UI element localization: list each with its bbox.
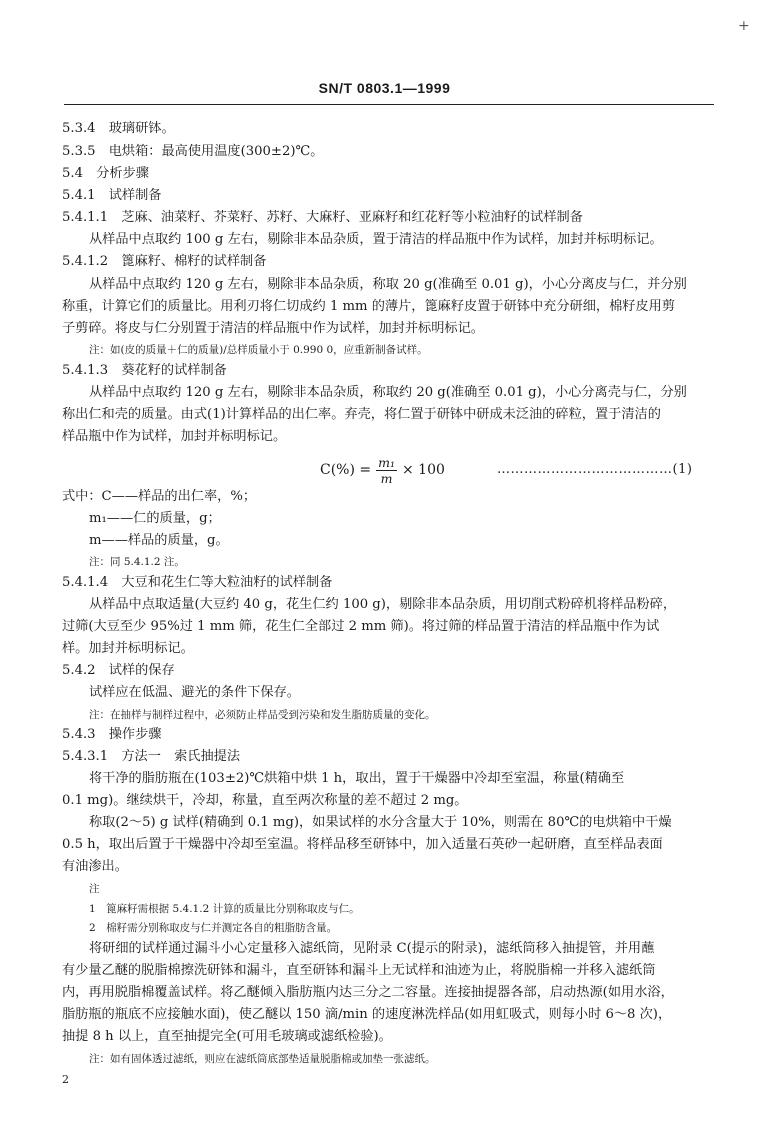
paragraph-line: 从样品中点取约 120 g 左右，剔除非本品杂质，称取约 20 g(准确至 0.01 g)，小心分离壳与仁，分别 xyxy=(89,385,687,400)
clause-5-4-1-4: 5.4.1.4 大豆和花生仁等大粒油籽的试样制备 xyxy=(62,575,333,590)
formula-fraction xyxy=(376,456,397,485)
paragraph-line: 有少量乙醚的脱脂棉擦洗研钵和漏斗，直至研钵和漏斗上无试样和油迹为止，将脱脂棉一并移入滤纸筒 xyxy=(62,963,656,978)
paragraph-line: 样。加封并标明标记。 xyxy=(62,641,194,656)
note: 注：在抽样与制样过程中，必须防止样品受到污染和发生脂肪质量的变化。 xyxy=(89,709,436,721)
paragraph-line: 子剪碎。将皮与仁分别置于清洁的样品瓶中作为试样，加封并标明标记。 xyxy=(62,321,484,336)
paragraph-line: 有油渗出。 xyxy=(62,859,128,874)
paragraph-line: 称取(2～5) g 试样(精确到 0.1 mg)，如果试样的水分含量大于 10%，则需在 80℃的电烘箱中干燥 xyxy=(89,815,672,830)
note-item: 2 棉籽需分别称取皮与仁并测定各自的粗脂肪含量。 xyxy=(89,922,338,934)
note: 注：同 5.4.1.2 注。 xyxy=(89,556,185,568)
clause-5-4-3: 5.4.3 操作步骤 xyxy=(62,727,162,742)
formula-numerator: m₁ xyxy=(378,454,395,470)
clause-5-4-1-2: 5.4.1.2 篦麻籽、棉籽的试样制备 xyxy=(62,254,267,269)
where-item: m₁——仁的质量，g； xyxy=(89,511,221,526)
clause-5-3-5: 5.3.5 电烘箱：最高使用温度(300±2)℃。 xyxy=(62,144,324,159)
paragraph-line: 过筛(大豆至少 95%过 1 mm 筛，花生仁全部过 2 mm 筛)。将过筛的样品置于清洁的样品瓶中作为试 xyxy=(62,619,660,634)
clause-5-4-2: 5.4.2 试样的保存 xyxy=(62,663,175,678)
paragraph-line: 将干净的脂肪瓶在(103±2)℃烘箱中烘 1 h，取出，置于干燥器中冷却至室温，称量(精确至 xyxy=(89,771,625,786)
note-item: 1 篦麻籽需根据 5.4.1.2 计算的质量比分别称取皮与仁。 xyxy=(89,903,360,915)
note-heading: 注 xyxy=(89,883,100,895)
clause-5-4-1-1: 5.4.1.1 芝麻、油菜籽、芥菜籽、苏籽、大麻籽、亚麻籽和红花籽等小粒油籽的试样制备 xyxy=(62,210,583,225)
clause-5-3-4: 5.3.4 玻璃研钵。 xyxy=(62,121,175,136)
paragraph-line: 样品瓶中作为试样，加封并标明标记。 xyxy=(62,429,287,444)
formula-1 xyxy=(320,455,445,485)
paragraph-line: 从样品中点取约 100 g 左右，剔除非本品杂质，置于清洁的样品瓶中作为试样，加封并标明标记。 xyxy=(89,232,663,247)
paragraph-line: 脂肪瓶的瓶底不应接触水面)，使乙醚以 150 滴/min 的速度淋洗样品(如用虹吸式，则每小时 6～8 次)， xyxy=(62,1007,672,1022)
formula-lhs: C(%) = xyxy=(320,462,372,478)
clause-5-4-1: 5.4.1 试样制备 xyxy=(62,188,162,203)
where-clause: 式中：C——样品的出仁率，%； xyxy=(62,489,257,504)
paragraph-line: 试样应在低温、避光的条件下保存。 xyxy=(89,685,300,700)
clause-5-4: 5.4 分析步骤 xyxy=(62,166,149,181)
formula-number: …………………………………(1) xyxy=(497,462,693,477)
paragraph-line: 将研细的试样通过漏斗小心定量移入滤纸筒，见附录 C(提示的附录)，滤纸筒移入抽提管，并用蘸 xyxy=(89,941,655,956)
standard-code-header: SN/T 0803.1—1999 xyxy=(318,80,451,96)
paragraph-line: 0.1 mg)。继续烘干，冷却，称量，直至两次称量的差不超过 2 mg。 xyxy=(62,793,468,808)
paragraph-line: 从样品中点取适量(大豆约 40 g，花生仁约 100 g)，剔除非本品杂质，用切削式粉碎机将样品粉碎， xyxy=(89,597,677,612)
paragraph-line: 称重，计算它们的质量比。用利刃将仁切成约 1 mm 的薄片，篦麻籽皮置于研钵中充分研细，棉籽皮用剪 xyxy=(62,299,676,314)
where-item: m——样品的质量，g。 xyxy=(89,533,229,548)
clause-5-4-3-1: 5.4.3.1 方法一 索氏抽提法 xyxy=(62,749,241,764)
corner-mark: + xyxy=(738,18,750,34)
paragraph-line: 内，再用脱脂棉覆盖试样。将乙醚倾入脂肪瓶内达三分之二容量。连接抽提器各部，启动热源(如用水浴， xyxy=(62,985,674,1000)
formula-denominator: m xyxy=(380,470,393,486)
clause-5-4-1-3: 5.4.1.3 葵花籽的试样制备 xyxy=(62,363,227,378)
note: 注：如(皮的质量＋仁的质量)/总样质量小于 0.990 0，应重新制备试样。 xyxy=(89,344,428,356)
formula-rhs: × 100 xyxy=(402,462,445,478)
paragraph-line: 0.5 h，取出后置于干燥器中冷却至室温。将样品移至研钵中，加入适量石英砂一起研磨，直至样品表面 xyxy=(62,837,663,852)
paragraph-line: 抽提 8 h 以上，直至抽提完全(可用毛玻璃或滤纸检验)。 xyxy=(62,1029,392,1044)
paragraph-line: 从样品中点取约 120 g 左右，剔除非本品杂质，称取 20 g(准确至 0.01 g)，小心分离皮与仁，并分别 xyxy=(89,277,687,292)
note: 注：如有固体透过滤纸，则应在滤纸筒底部垫适量脱脂棉或加垫一张滤纸。 xyxy=(89,1053,436,1065)
paragraph-line: 称出仁和壳的质量。由式(1)计算样品的出仁率。弃壳，将仁置于研钵中研成未泛油的碎粒，置于清洁的 xyxy=(62,407,661,422)
header-rule xyxy=(64,104,714,105)
page-number: 2 xyxy=(62,1073,69,1086)
